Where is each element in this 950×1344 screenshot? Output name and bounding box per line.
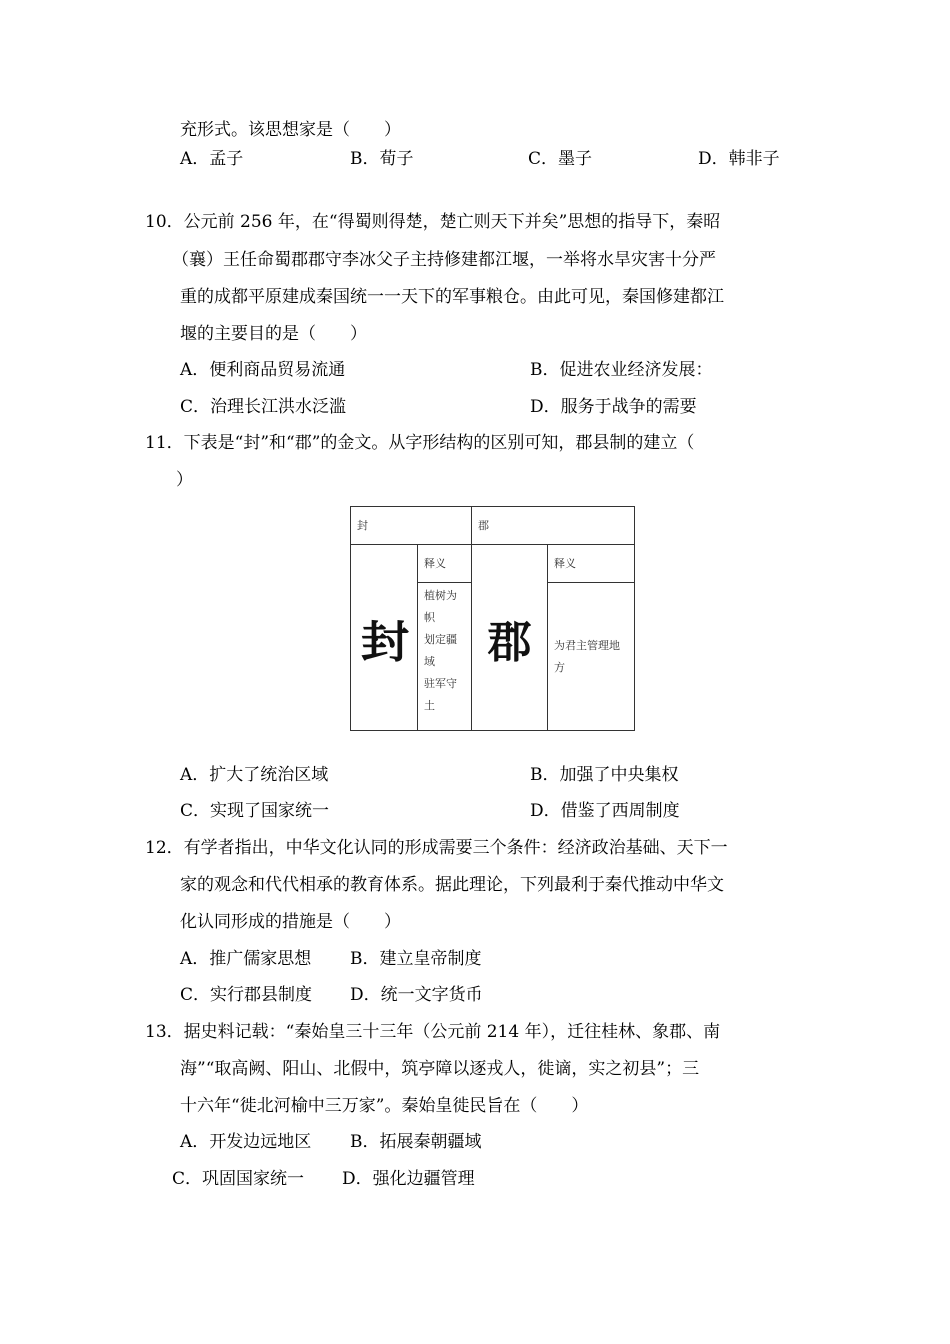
q10-stem-line-2: （襄）王任命蜀郡郡守李冰父子主持修建都江堰，一举将水旱灾害十分严	[172, 250, 716, 270]
q12-stem-line-3: 化认同形成的措施是（ ）	[180, 912, 401, 932]
jun-meaning-label-cell	[548, 545, 635, 583]
feng-meaning-cell	[418, 583, 472, 731]
q12-option-c: C．实行郡县制度	[180, 985, 313, 1005]
feng-header-cell	[351, 507, 472, 545]
q12-stem-line-2: 家的观念和代代相承的教育体系。据此理论，下列最利于秦代推动中华文	[180, 875, 724, 895]
q12-stem-line-1: 12．有学者指出，中华文化认同的形成需要三个条件：经济政治基础、天下一	[145, 838, 728, 858]
q10-option-b: B．促进农业经济发展：	[530, 360, 713, 380]
feng-meaning-line: 划定疆	[424, 633, 457, 647]
q11-option-b: B．加强了中央集权	[530, 765, 679, 785]
feng-glyph: 封	[360, 616, 408, 668]
feng-meaning-label: 释义	[424, 557, 446, 570]
q10-stem-line-4: 堰的主要目的是（ ）	[180, 324, 367, 344]
feng-meaning-line: 驻军守	[424, 677, 457, 691]
q11-option-d: D．借鉴了西周制度	[530, 801, 680, 821]
q13-option-d: D．强化边疆管理	[342, 1169, 475, 1189]
q12-option-a: A．推广儒家思想	[180, 949, 312, 969]
feng-meaning-line: 植树为	[424, 589, 457, 603]
q13-option-b: B．拓展秦朝疆域	[350, 1132, 482, 1152]
jun-glyph-cell	[472, 545, 548, 731]
q10-option-c: C．治理长江洪水泛滥	[180, 397, 347, 417]
q9-option-b: B．荀子	[350, 149, 414, 169]
feng-glyph-cell	[351, 545, 418, 731]
q9-option-d: D．韩非子	[698, 149, 780, 169]
q11-stem-line-2: ）	[176, 470, 193, 490]
q10-stem-line-1: 10．公元前 256 年，在“得蜀则得楚，楚亡则天下并矣”思想的指导下，秦昭	[145, 212, 721, 232]
q10-option-a: A．便利商品贸易流通	[180, 360, 346, 380]
feng-jun-table	[350, 506, 635, 731]
jun-meaning-label: 释义	[554, 557, 576, 570]
q10-stem-line-3: 重的成都平原建成秦国统一一天下的军事粮仓。由此可见，秦国修建都江	[180, 287, 724, 307]
feng-meaning-line: 土	[424, 699, 435, 713]
q13-stem-line-3: 十六年“徙北河榆中三万家”。秦始皇徙民旨在（ ）	[180, 1096, 589, 1116]
q9-option-c: C．墨子	[528, 149, 593, 169]
jun-header-cell	[472, 507, 635, 545]
q10-option-d: D．服务于战争的需要	[530, 397, 697, 417]
q11-option-a: A．扩大了统治区域	[180, 765, 329, 785]
feng-meaning-label-cell	[418, 545, 472, 583]
q13-option-a: A．开发边远地区	[180, 1132, 312, 1152]
q13-stem-line-2: 海”“取高阙、阳山、北假中，筑亭障以逐戎人，徙谪，实之初县”；三	[180, 1059, 700, 1079]
feng-meaning-line: 域	[424, 655, 435, 669]
jun-meaning-line: 方	[554, 660, 565, 674]
jun-header: 郡	[478, 519, 489, 532]
q12-option-b: B．建立皇帝制度	[350, 949, 482, 969]
q9-option-a: A．孟子	[180, 149, 244, 169]
feng-header: 封	[357, 519, 368, 532]
q13-stem-line-1: 13．据史料记载：“秦始皇三十三年（公元前 214 年），迁往桂林、象郡、南	[145, 1022, 721, 1042]
jun-meaning-cell	[548, 583, 635, 731]
q11-stem-line-1: 11．下表是“封”和“郡”的金文。从字形结构的区别可知，郡县制的建立（	[145, 433, 695, 453]
feng-glyph-image	[351, 545, 417, 730]
q12-option-d: D．统一文字货币	[350, 985, 483, 1005]
q11-option-c: C．实现了国家统一	[180, 801, 330, 821]
q9-stem-tail: 充形式。该思想家是（ ）	[180, 120, 401, 140]
jun-glyph-image	[472, 545, 547, 730]
q13-option-c: C．巩固国家统一	[172, 1169, 305, 1189]
feng-meaning-line: 帜	[424, 611, 435, 625]
jun-glyph: 郡	[487, 616, 532, 668]
jun-meaning-line: 为君主管理地	[554, 638, 620, 652]
